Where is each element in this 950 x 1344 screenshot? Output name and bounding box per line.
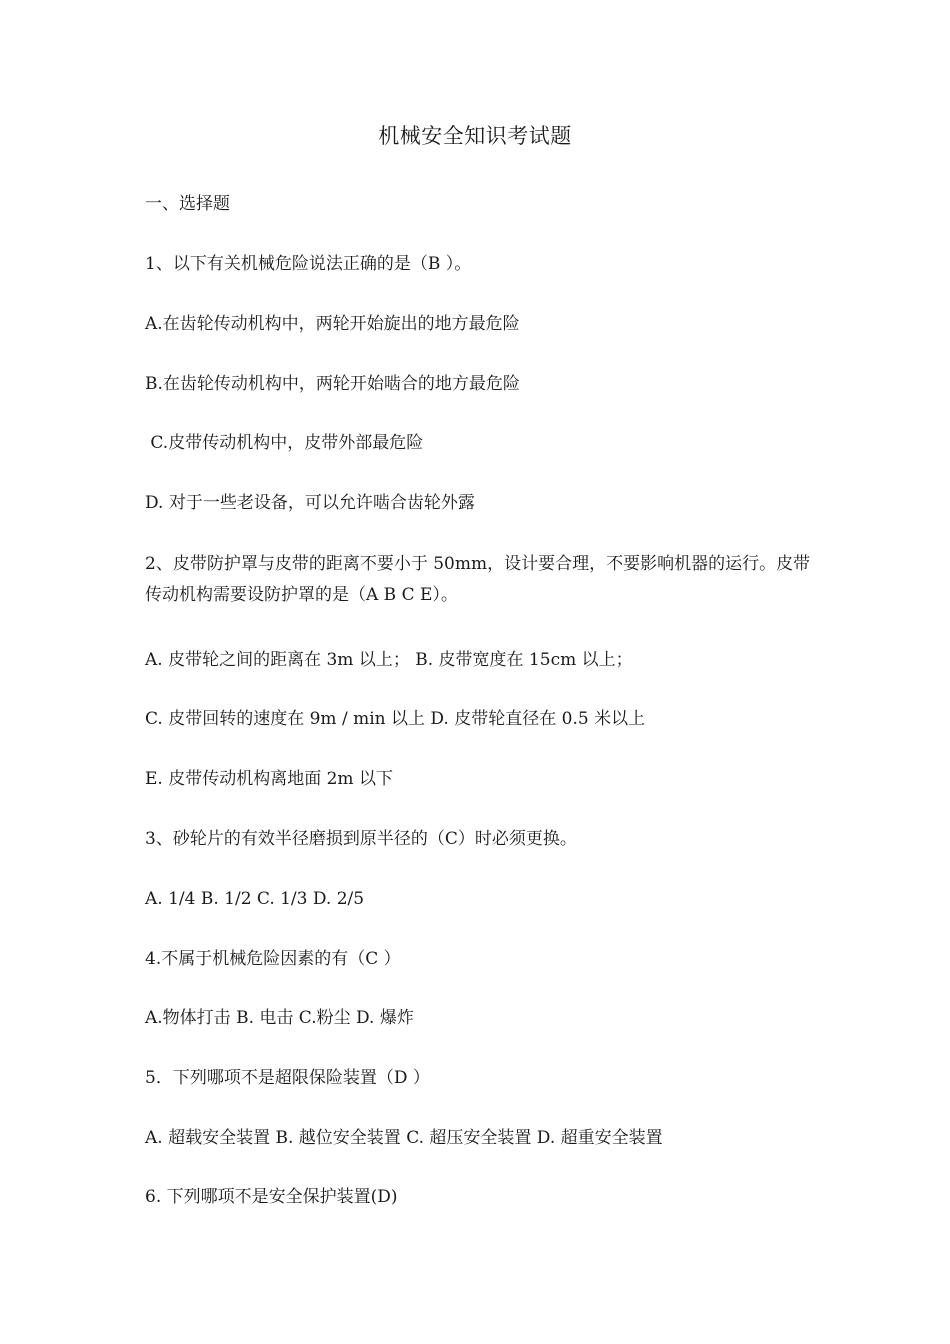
question-5: 5．下列哪项不是超限保险装置（D ） bbox=[145, 1068, 430, 1088]
question-3-options: A. 1/4 B. 1/2 C. 1/3 D. 2/5 bbox=[145, 889, 365, 909]
question-2-options-ab: A. 皮带轮之间的距离在 3m 以上； B. 皮带宽度在 15cm 以上； bbox=[145, 650, 633, 670]
question-1-option-b: B.在齿轮传动机构中，两轮开始啮合的地方最危险 bbox=[145, 374, 520, 394]
document-title: 机械安全知识考试题 bbox=[378, 124, 572, 148]
question-4-options: A.物体打击 B. 电击 C.粉尘 D. 爆炸 bbox=[145, 1008, 414, 1028]
question-4: 4.不属于机械危险因素的有（C ） bbox=[145, 949, 401, 969]
question-5-options: A. 超载安全装置 B. 越位安全装置 C. 超压安全装置 D. 超重安全装置 bbox=[145, 1128, 663, 1148]
question-2-option-e: E. 皮带传动机构离地面 2m 以下 bbox=[145, 769, 393, 789]
question-6: 6. 下列哪项不是安全保护装置(D) bbox=[145, 1187, 398, 1207]
section-heading: 一、选择题 bbox=[145, 194, 230, 214]
question-1-option-d: D. 对于一些老设备，可以允许啮合齿轮外露 bbox=[145, 493, 475, 513]
question-2: 2、皮带防护罩与皮带的距离不要小于 50mm，设计要合理，不要影响机器的运行。皮带传动机构需要设防护罩的是（A B C E）。 bbox=[145, 554, 811, 605]
question-2-options-cd: C. 皮带回转的速度在 9m / min 以上 D. 皮带轮直径在 0.5 米以上 bbox=[145, 709, 646, 729]
question-1-option-c: C.皮带传动机构中，皮带外部最危险 bbox=[145, 433, 424, 453]
question-3: 3、砂轮片的有效半径磨损到原半径的（C）时必须更换。 bbox=[145, 829, 577, 849]
question-1-option-a: A.在齿轮传动机构中，两轮开始旋出的地方最危险 bbox=[145, 314, 520, 334]
question-1: 1、以下有关机械危险说法正确的是（B ）。 bbox=[145, 254, 472, 274]
